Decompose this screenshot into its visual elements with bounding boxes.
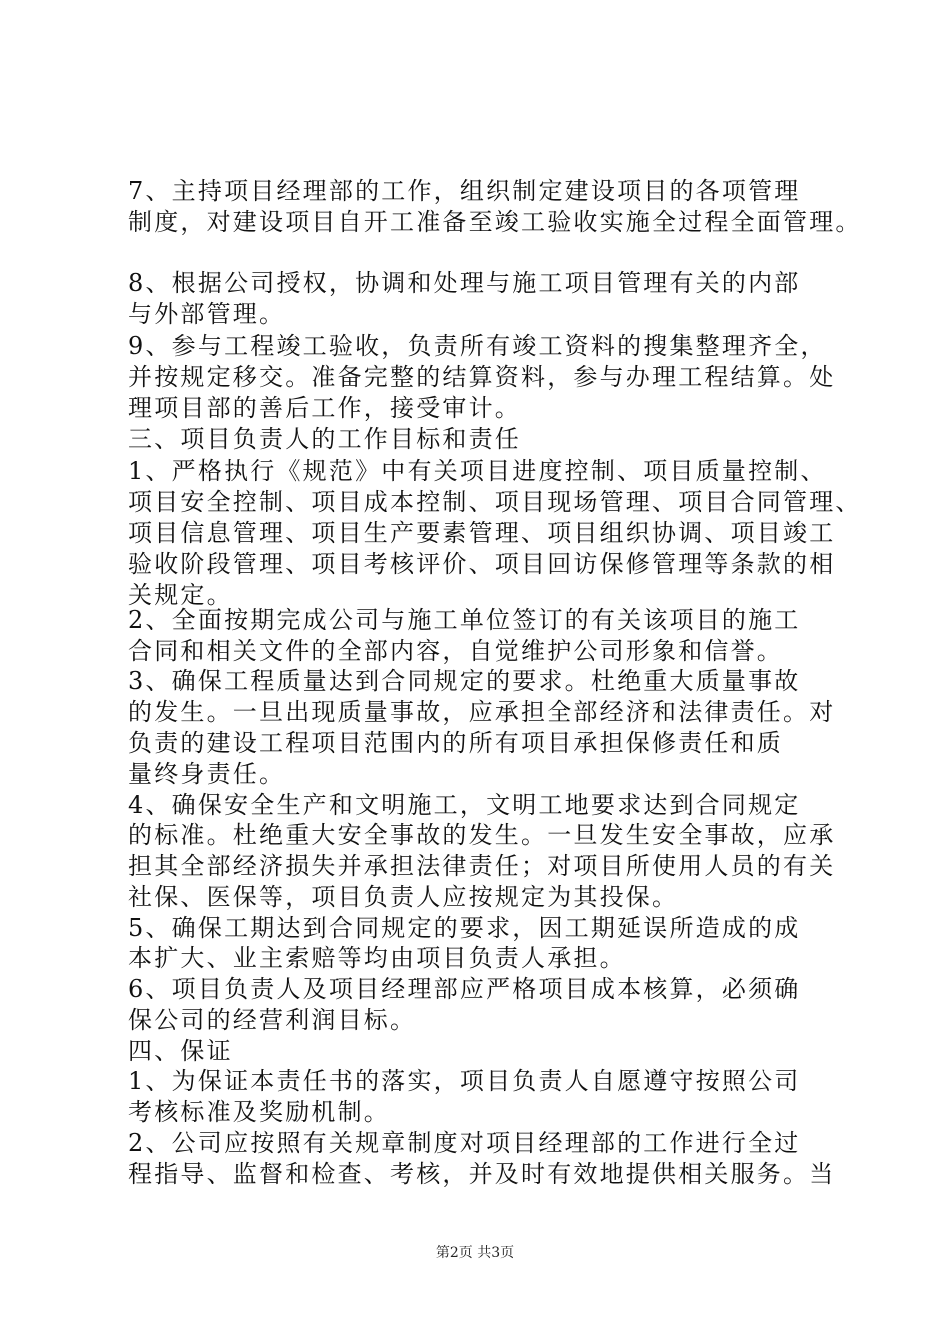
text-line: 担其全部经济损失并承担法律责任；对项目所使用人员的有关 — [128, 852, 836, 880]
text-line: 2、公司应按照有关规章制度对项目经理部的工作进行全过 — [128, 1129, 801, 1157]
text-line: 与外部管理。 — [128, 300, 286, 328]
text-line: 6、项目负责人及项目经理部应严格项目成本核算，必须确 — [128, 975, 801, 1003]
text-line: 合同和相关文件的全部内容，自觉维护公司形象和信誉。 — [128, 637, 783, 665]
text-line: 验收阶段管理、项目考核评价、项目回访保修管理等条款的相 — [128, 550, 836, 578]
text-line: 2、全面按期完成公司与施工单位签订的有关该项目的施工 — [128, 606, 801, 634]
text-line: 考核标准及奖励机制。 — [128, 1098, 390, 1126]
text-line: 量终身责任。 — [128, 760, 286, 788]
text-line: 理项目部的善后工作，接受审计。 — [128, 394, 521, 422]
text-line: 负责的建设工程项目范围内的所有项目承担保修责任和质 — [128, 729, 783, 757]
text-line: 并按规定移交。准备完整的结算资料，参与办理工程结算。处 — [128, 363, 836, 391]
text-line: 项目安全控制、项目成本控制、项目现场管理、项目合同管理、 — [128, 488, 862, 516]
text-line: 4、确保安全生产和文明施工，文明工地要求达到合同规定 — [128, 791, 801, 819]
text-line: 关规定。 — [128, 581, 233, 609]
text-line: 9、参与工程竣工验收，负责所有竣工资料的搜集整理齐全， — [128, 332, 827, 360]
text-line: 3、确保工程质量达到合同规定的要求。杜绝重大质量事故 — [128, 667, 801, 695]
section-heading: 三、项目负责人的工作目标和责任 — [128, 425, 521, 453]
text-line: 社保、医保等，项目负责人应按规定为其投保。 — [128, 883, 679, 911]
text-line: 保公司的经营利润目标。 — [128, 1006, 417, 1034]
text-line: 项目信息管理、项目生产要素管理、项目组织协调、项目竣工 — [128, 519, 836, 547]
text-line: 本扩大、业主索赔等均由项目负责人承担。 — [128, 944, 626, 972]
text-line: 7、主持项目经理部的工作，组织制定建设项目的各项管理 — [128, 177, 801, 205]
text-line: 程指导、监督和检查、考核，并及时有效地提供相关服务。当 — [128, 1160, 836, 1188]
text-line: 8、根据公司授权，协调和处理与施工项目管理有关的内部 — [128, 269, 801, 297]
section-heading: 四、保证 — [128, 1037, 233, 1065]
page-number-footer: 第2页 共3页 — [435, 1245, 515, 1261]
text-line: 5、确保工期达到合同规定的要求，因工期延误所造成的成 — [128, 914, 801, 942]
text-line: 制度，对建设项目自开工准备至竣工验收实施全过程全面管理。 — [128, 208, 862, 236]
text-line: 的发生。一旦出现质量事故，应承担全部经济和法律责任。对 — [128, 698, 836, 726]
text-line: 的标准。杜绝重大安全事故的发生。一旦发生安全事故，应承 — [128, 821, 836, 849]
text-line: 1、严格执行《规范》中有关项目进度控制、项目质量控制、 — [128, 457, 827, 485]
text-line: 1、为保证本责任书的落实，项目负责人自愿遵守按照公司 — [128, 1067, 801, 1095]
